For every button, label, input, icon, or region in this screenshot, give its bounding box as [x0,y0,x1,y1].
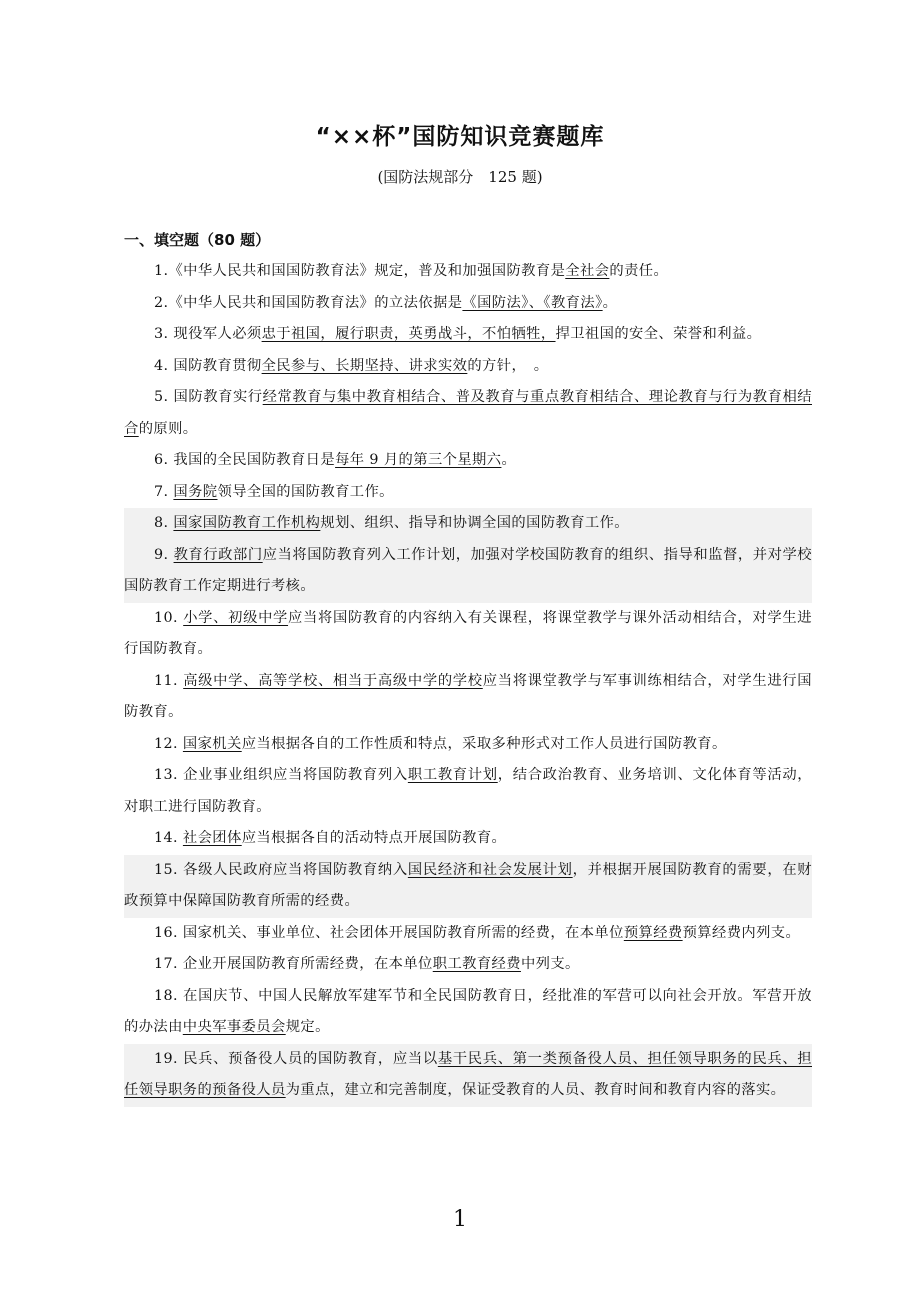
answer-text: 国家机关 [182,735,242,752]
question-text: 13. 企业事业组织应当将国防教育列入 [154,767,408,783]
question-item [124,319,812,351]
question-item [124,918,812,950]
question-text: 10. [154,609,184,626]
question-text: 领导全国的国防教育工作。 [217,483,394,500]
question-item [124,981,812,1044]
question-text: 预算经费内列支。 [682,924,801,941]
question-text: 7. [154,483,174,500]
question-text: 2.《中华人民共和国国防教育法》的立法依据是 [154,294,463,311]
answer-text: 国家国防教育工作机构 [173,515,321,531]
question-item [124,1044,812,1107]
question-item [124,855,812,918]
question-text: 的方针， 。 [467,357,549,374]
answer-text: 国民经济和社会发展计划 [407,861,573,878]
question-text: 规划、组织、指导和协调全国的国防教育工作。 [320,515,630,531]
page-number: 1 [453,1207,467,1232]
question-text: 18. 在国庆节、中国人民解放军建军节和全民国防教育日，经批准的军营可以向社会开放。军营开放的办法由 [124,987,812,1035]
question-list [124,256,812,1107]
question-text: 19. 民兵、预备役人员的国防教育，应当以 [154,1050,438,1067]
answer-text: 社会团体 [182,830,242,846]
answer-text: 职工教育经费 [432,956,521,972]
question-text: 应当根据各自的工作性质和特点，采取多种形式对工作人员进行国防教育。 [241,735,727,752]
answer-text: 教育行政部门 [173,546,263,563]
answer-text: 基干民兵、第一类预备役人员、担任领导职务的民兵、担任领导职务的预备役人员 [124,1050,812,1098]
question-text: 的责任。 [609,263,669,279]
question-text: 的原则。 [138,420,198,437]
question-text: 规定。 [285,1019,330,1035]
question-text: ，并根据开展国防教育的需要，在财政预算中保障国防教育所需的经费。 [124,861,812,909]
question-text: 5. 国防教育实行 [154,389,263,405]
question-item [124,823,812,855]
question-text: 1.《中华人民共和国国防教育法》规定，普及和加强国防教育是 [154,263,566,279]
question-text: 。 [501,452,517,468]
answer-text: 小学、初级中学 [183,609,289,626]
question-item [124,508,812,540]
question-text: 4. 国防教育贯彻 [154,357,262,374]
answer-text: 预算经费 [623,924,683,941]
question-item [124,729,812,761]
question-item [124,288,812,320]
question-item [124,540,812,603]
answer-text: 国务院 [173,483,218,500]
answer-text: 高级中学、高等学校、相当于高级中学的学校 [183,672,483,689]
question-item [124,760,812,823]
question-text: 16. 国家机关、事业单位、社会团体开展国防教育所需的经费，在本单位 [154,924,624,941]
question-item [124,949,812,981]
question-item [124,382,812,445]
answer-text: 全民参与、长期坚持、讲求实效 [261,357,468,374]
answer-text: 全社会 [565,263,610,279]
section-heading: 一、填空题（80 题） [124,231,271,249]
question-item [124,666,812,729]
answer-text: 忠于祖国，履行职责，英勇战斗，不怕牺牲， [261,326,556,342]
question-text: 14. [154,830,183,846]
question-text: 12. [154,735,183,752]
answer-text: 经常教育与集中教育相结合、普及教育与重点教育相结合、理论教育与行为教育相结合 [124,389,812,437]
question-text: 6. 我国的全民国防教育日是 [154,452,336,468]
question-text: 应当根据各自的活动特点开展国防教育。 [241,830,507,846]
question-item [124,603,812,666]
question-item [124,445,812,477]
question-text: 15. 各级人民政府应当将国防教育纳入 [154,861,408,878]
question-text: 应当将国防教育列入工作计划，加强对学校国防教育的组织、指导和监督，并对学校国防教育工作定期进行考核。 [124,546,812,594]
question-text: 应当将国防教育的内容纳入有关课程，将课堂教学与课外活动相结合，对学生进行国防教育。 [124,609,812,657]
answer-text: 《国防法》、《教育法》 [462,294,603,311]
question-text: 17. 企业开展国防教育所需经费，在本单位 [154,956,433,972]
question-text: 11. [154,672,184,689]
question-text: 9. [154,546,174,563]
question-item [124,256,812,288]
question-text: 中列支。 [520,956,580,972]
answer-text: 中央军事委员会 [182,1019,286,1035]
answer-text: 职工教育计划 [407,767,498,783]
question-text: 捍卫祖国的安全、荣誉和利益。 [555,326,762,342]
document-subtitle: (国防法规部分 125 题) [377,168,543,186]
question-text: ，结合政治教育、业务培训、文化体育等活动，对职工进行国防教育。 [124,767,812,815]
question-text: 应当将课堂教学与军事训练相结合，对学生进行国防教育。 [124,672,812,720]
question-text: 3. 现役军人必须 [154,326,262,342]
question-text: 8. [154,515,174,531]
question-item [124,477,812,509]
question-text: 为重点，建立和完善制度，保证受教育的人员、教育时间和教育内容的落实。 [285,1082,786,1098]
question-item [124,351,812,383]
answer-text: 每年 9 月的第三个星期六 [335,452,502,468]
document-title: “××杯”国防知识竞赛题库 [315,124,605,150]
question-text: 。 [602,294,618,311]
